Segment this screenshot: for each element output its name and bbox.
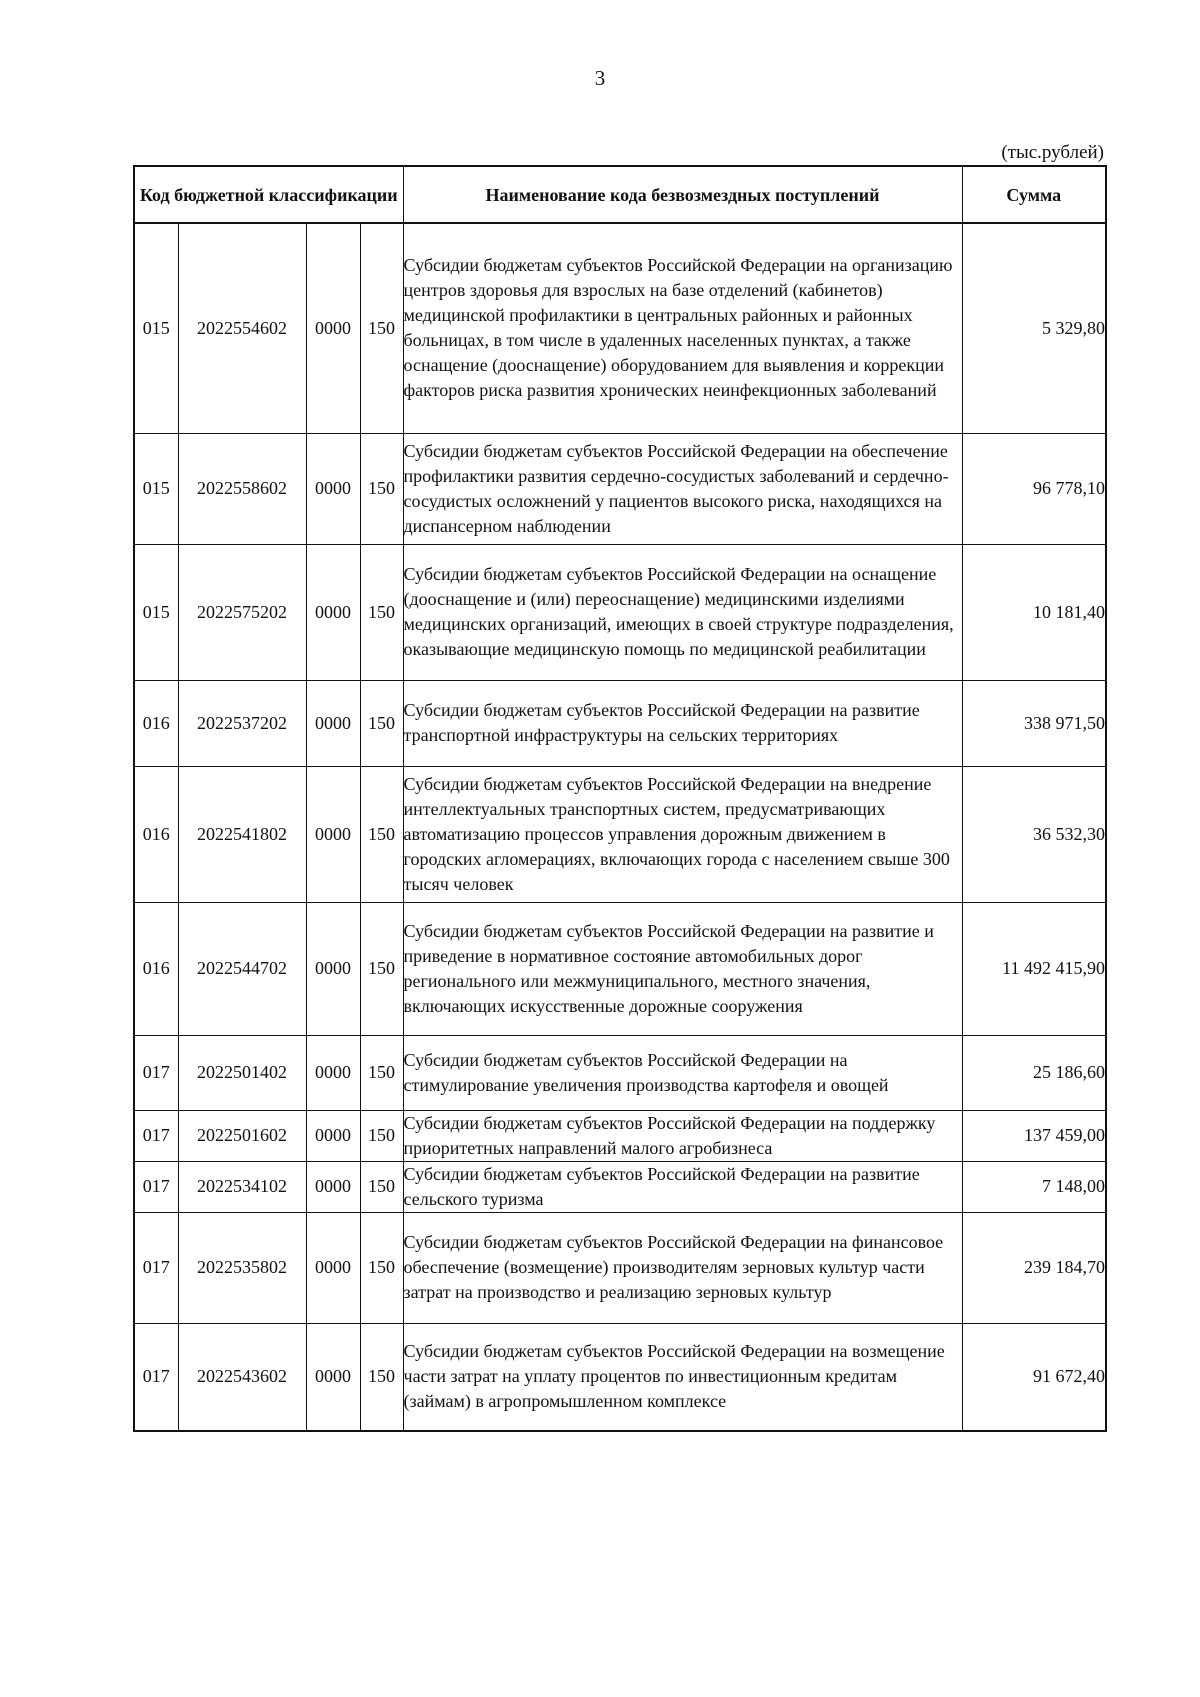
group-code: 0000 <box>306 223 360 433</box>
kbk-code: 2022543602 <box>178 1323 306 1431</box>
econ-code: 150 <box>360 1161 403 1212</box>
table-row <box>134 433 1106 544</box>
kbk-code: 2022535802 <box>178 1212 306 1323</box>
row-amount: 25 186,60 <box>962 1035 1106 1110</box>
table-row <box>134 680 1106 766</box>
units-note: (тыс.рублей) <box>1001 142 1104 163</box>
admin-code: 015 <box>134 223 178 433</box>
admin-code: 016 <box>134 766 178 902</box>
table-row <box>134 544 1106 680</box>
row-amount: 5 329,80 <box>962 223 1106 433</box>
table-row <box>134 223 1106 433</box>
kbk-code: 2022554602 <box>178 223 306 433</box>
group-code: 0000 <box>306 1323 360 1431</box>
table-row <box>134 902 1106 1035</box>
admin-code: 017 <box>134 1323 178 1431</box>
econ-code: 150 <box>360 1323 403 1431</box>
header-name: Наименование кода безвозмездных поступлений <box>403 166 962 223</box>
kbk-code: 2022541802 <box>178 766 306 902</box>
row-description: Субсидии бюджетам субъектов Российской Федерации на обеспечение профилактики развития сердечно-сосудистых заболеваний и сердечно-сосудистых осложнений у пациентов высокого риска, находящихся на диспансерном наблюдении <box>403 433 962 544</box>
econ-code: 150 <box>360 433 403 544</box>
kbk-code: 2022537202 <box>178 680 306 766</box>
row-amount: 10 181,40 <box>962 544 1106 680</box>
group-code: 0000 <box>306 1110 360 1161</box>
row-description: Субсидии бюджетам субъектов Российской Федерации на поддержку приоритетных направлений малого агробизнеса <box>403 1110 962 1161</box>
row-amount: 137 459,00 <box>962 1110 1106 1161</box>
admin-code: 016 <box>134 680 178 766</box>
row-description: Субсидии бюджетам субъектов Российской Федерации на развитие и приведение в нормативное состояние автомобильных дорог регионального или межмуниципального, местного значения, включающих искусственные дорожные сооружения <box>403 902 962 1035</box>
group-code: 0000 <box>306 1161 360 1212</box>
econ-code: 150 <box>360 1110 403 1161</box>
admin-code: 017 <box>134 1035 178 1110</box>
table-row <box>134 1161 1106 1212</box>
table-row <box>134 1323 1106 1431</box>
row-description: Субсидии бюджетам субъектов Российской Федерации на стимулирование увеличения производства картофеля и овощей <box>403 1035 962 1110</box>
row-description: Субсидии бюджетам субъектов Российской Федерации на внедрение интеллектуальных транспортных систем, предусматривающих автоматизацию процессов управления дорожным движением в городских агломерациях, включающих города с населением свыше 300 тысяч человек <box>403 766 962 902</box>
econ-code: 150 <box>360 223 403 433</box>
table-row <box>134 1212 1106 1323</box>
row-amount: 338 971,50 <box>962 680 1106 766</box>
row-amount: 36 532,30 <box>962 766 1106 902</box>
group-code: 0000 <box>306 433 360 544</box>
row-amount: 7 148,00 <box>962 1161 1106 1212</box>
econ-code: 150 <box>360 1035 403 1110</box>
row-amount: 239 184,70 <box>962 1212 1106 1323</box>
econ-code: 150 <box>360 544 403 680</box>
kbk-code: 2022501602 <box>178 1110 306 1161</box>
econ-code: 150 <box>360 680 403 766</box>
row-description: Субсидии бюджетам субъектов Российской Федерации на финансовое обеспечение (возмещение) производителям зерновых культур части затрат на производство и реализацию зерновых культур <box>403 1212 962 1323</box>
budget-table <box>133 165 1107 1432</box>
header-code: Код бюджетной классификации <box>134 166 403 223</box>
admin-code: 017 <box>134 1161 178 1212</box>
row-description: Субсидии бюджетам субъектов Российской Федерации на развитие транспортной инфраструктуры на сельских территориях <box>403 680 962 766</box>
admin-code: 015 <box>134 544 178 680</box>
row-description: Субсидии бюджетам субъектов Российской Федерации на возмещение части затрат на уплату процентов по инвестиционным кредитам (займам) в агропромышленном комплексе <box>403 1323 962 1431</box>
econ-code: 150 <box>360 1212 403 1323</box>
kbk-code: 2022534102 <box>178 1161 306 1212</box>
header-amount: Сумма <box>962 166 1106 223</box>
group-code: 0000 <box>306 902 360 1035</box>
row-description: Субсидии бюджетам субъектов Российской Федерации на оснащение (дооснащение и (или) переоснащение) медицинскими изделиями медицинских организаций, имеющих в своей структуре подразделения, оказывающие медицинскую помощь по медицинской реабилитации <box>403 544 962 680</box>
econ-code: 150 <box>360 766 403 902</box>
row-amount: 91 672,40 <box>962 1323 1106 1431</box>
table-row <box>134 1035 1106 1110</box>
admin-code: 017 <box>134 1110 178 1161</box>
row-description: Субсидии бюджетам субъектов Российской Федерации на развитие сельского туризма <box>403 1161 962 1212</box>
group-code: 0000 <box>306 1212 360 1323</box>
table-header-row <box>134 166 1106 223</box>
row-description: Субсидии бюджетам субъектов Российской Федерации на организацию центров здоровья для взрослых на базе отделений (кабинетов) медицинской профилактики в центральных районных и районных больницах, в том числе в удаленных населенных пунктах, а также оснащение (дооснащение) оборудованием для выявления и коррекции факторов риска развития хронических неинфекционных заболеваний <box>403 223 962 433</box>
table-row <box>134 766 1106 902</box>
admin-code: 016 <box>134 902 178 1035</box>
kbk-code: 2022575202 <box>178 544 306 680</box>
kbk-code: 2022558602 <box>178 433 306 544</box>
group-code: 0000 <box>306 766 360 902</box>
row-amount: 11 492 415,90 <box>962 902 1106 1035</box>
table-row <box>134 1110 1106 1161</box>
econ-code: 150 <box>360 902 403 1035</box>
page-number: 3 <box>594 66 606 90</box>
group-code: 0000 <box>306 544 360 680</box>
group-code: 0000 <box>306 680 360 766</box>
kbk-code: 2022544702 <box>178 902 306 1035</box>
admin-code: 017 <box>134 1212 178 1323</box>
admin-code: 015 <box>134 433 178 544</box>
row-amount: 96 778,10 <box>962 433 1106 544</box>
group-code: 0000 <box>306 1035 360 1110</box>
kbk-code: 2022501402 <box>178 1035 306 1110</box>
